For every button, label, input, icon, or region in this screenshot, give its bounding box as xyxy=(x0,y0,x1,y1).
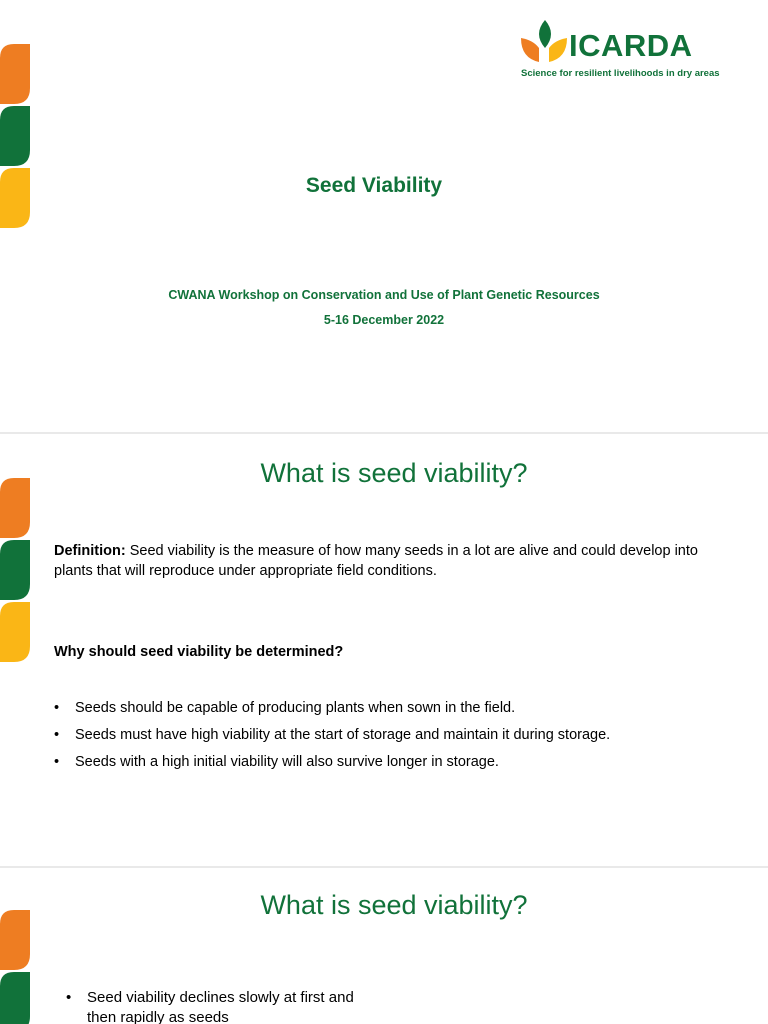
bullet-icon: • xyxy=(54,754,60,770)
bullet-icon: • xyxy=(54,700,60,716)
icarda-leaf-icon xyxy=(519,18,569,66)
green-leaf-decoration xyxy=(0,972,30,1024)
orange-leaf-decoration xyxy=(0,44,30,104)
definition-label: Definition: xyxy=(54,543,126,559)
list-item xyxy=(66,988,356,1024)
slide-heading: What is seed viability? xyxy=(260,458,528,488)
bullet-text: Seed viability declines slowly at first and then rapidly as seeds xyxy=(87,989,354,1024)
workshop-subtitle: CWANA Workshop on Conservation and Use of Plant Genetic Resources xyxy=(168,288,600,302)
title-slide xyxy=(0,0,768,432)
decline-slide xyxy=(0,868,768,1024)
list-item xyxy=(54,749,734,776)
bullet-text: Seeds with a high initial viability will also survive longer in storage. xyxy=(75,754,499,770)
yellow-leaf-decoration xyxy=(0,602,30,662)
definition-slide xyxy=(0,434,768,866)
green-leaf-decoration xyxy=(0,106,30,166)
definition-text: Seed viability is the measure of how many seeds in a lot are alive and could develop into plants that will reproduce under appropriate field conditions. xyxy=(54,543,698,579)
slide-heading: What is seed viability? xyxy=(260,890,528,920)
workshop-date: 5-16 December 2022 xyxy=(323,313,445,327)
bullet-icon: • xyxy=(54,727,60,743)
definition-paragraph xyxy=(54,541,714,581)
icarda-logo xyxy=(519,18,729,88)
bullet-text: Seeds must have high viability at the start of storage and maintain it during storage. xyxy=(75,727,611,743)
bullet-list xyxy=(66,988,356,1024)
question-heading: Why should seed viability be determined? xyxy=(54,644,344,660)
logo-tagline: Science for resilient livelihoods in dry areas xyxy=(521,68,720,79)
green-leaf-decoration xyxy=(0,540,30,600)
list-item xyxy=(54,695,734,722)
bullet-text: Seeds should be capable of producing plants when sown in the field. xyxy=(75,700,516,716)
bullet-icon: • xyxy=(66,989,72,1006)
logo-wordmark: ICARDA xyxy=(569,28,693,63)
list-item xyxy=(54,722,734,749)
slide-title: Seed Viability xyxy=(305,174,443,197)
bullet-list xyxy=(54,695,734,776)
